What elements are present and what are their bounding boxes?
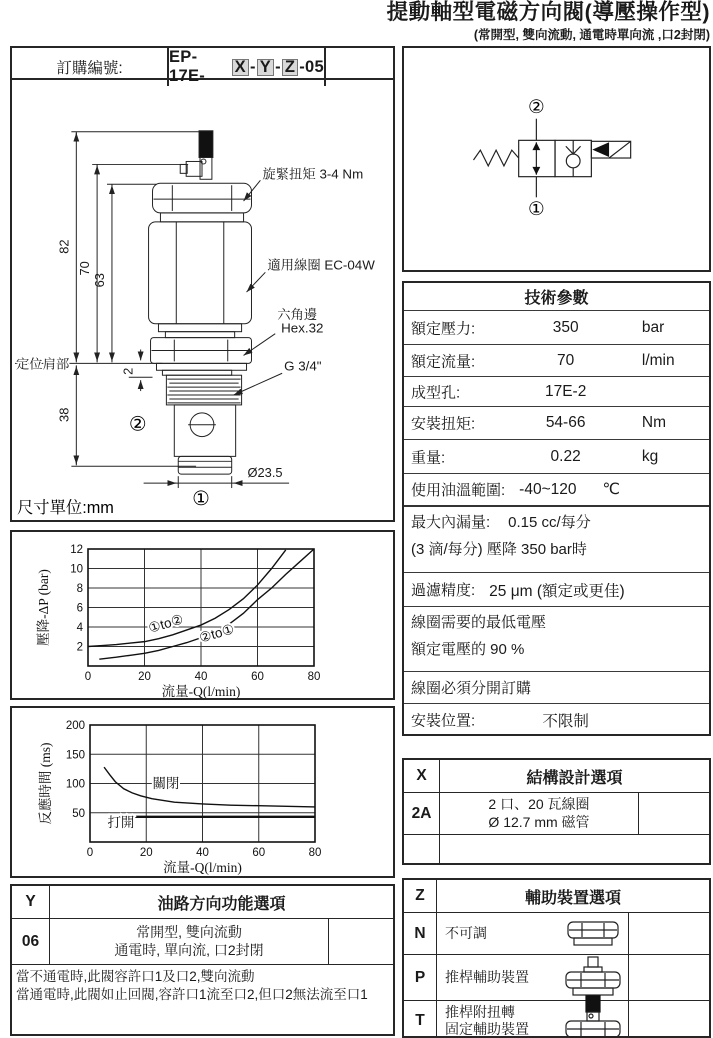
option-z-title: 輔助裝置選項 [524,889,621,907]
option-x-letter: X [404,760,440,792]
nut-knob-icon [558,995,628,1038]
svg-text:20: 20 [139,847,153,859]
option-z-code-p: P [404,955,437,1000]
option-z-letter: Z [404,880,437,912]
svg-text:流量-Q(l/min): 流量-Q(l/min) [163,860,242,875]
option-y-code: 06 [12,919,50,964]
code-prefix: EP-17E- [169,48,206,85]
shoulder-label: 定位肩部 [15,356,70,372]
dim-38: 38 [56,407,72,422]
option-x-line1: 2 口、20 瓦線圈 [488,796,590,812]
option-table-y [10,884,395,1036]
dim-63: 63 [92,273,108,288]
option-y-line2: 通電時, 單向流, 口2封閉 [114,941,264,958]
svg-text:80: 80 [307,671,321,683]
svg-text:150: 150 [65,749,85,762]
unit-note: 尺寸單位:mm [16,498,114,517]
option-y-note1: 當不通電時,此閥容許口1及口2,雙向流動 [16,969,255,984]
option-table-x [402,758,711,865]
option-z-code-n: N [404,913,437,954]
option-table-z [402,878,711,1038]
svg-text:200: 200 [65,720,85,732]
option-y-empty-cell [328,919,393,964]
symbol-port2-label: ② [527,95,545,117]
option-y-line1: 常開型, 雙向流動 [136,924,242,940]
hex-label-line2: Hex.32 [281,320,324,336]
order-number-label: 訂購編號: [12,48,169,86]
svg-text:10: 10 [70,563,83,576]
option-z-header [404,880,709,913]
svg-text:壓降-ΔP (bar): 壓降-ΔP (bar) [36,569,51,646]
option-z-code-t: T [404,1001,437,1038]
svg-text:60: 60 [251,671,264,683]
code-option-x: X [232,59,249,76]
option-z-row-p [404,955,709,1001]
option-y-title: 油路方向功能選項 [157,895,286,913]
svg-text:80: 80 [308,847,322,859]
svg-text:0: 0 [86,847,94,859]
svg-text:流量-Q(l/min): 流量-Q(l/min) [161,684,241,698]
tech-row-mounting: 安裝位置: 不限制 [404,703,709,735]
svg-text:100: 100 [65,778,85,791]
svg-text:①to②: ①to② [146,611,185,636]
page-subtitle: (常開型, 雙向流動, 通電時單向流 ,口2封閉) [473,27,710,42]
valve-dimension-drawing [12,80,393,522]
svg-text:40: 40 [194,671,208,683]
tech-row-coil-order: 線圈必須分開訂購 [404,671,709,703]
title-block [387,1,710,43]
option-y-note2: 當通電時,此閥如止回閥,容許口1流至口2,但口2無法流至口1 [16,986,368,1002]
tech-row-pressure: 額定壓力: 350 bar [404,310,709,344]
option-y-row-06 [12,919,393,965]
option-y-notes [12,965,393,1006]
code-suffix: -05 [299,57,324,76]
thread-label: G 3/4" [284,358,322,374]
option-y-letter: Y [12,886,50,918]
tech-row-cavity: 成型孔: 17E-2 [404,376,709,406]
option-x-title: 結構設計選項 [526,769,623,787]
option-x-blank-row [404,835,709,864]
option-z-n-label: 不可調 [445,924,487,941]
svg-text:4: 4 [76,622,83,634]
svg-text:40: 40 [196,847,209,859]
option-y-header [12,886,393,919]
code-option-z: Z [282,59,298,76]
svg-text:12: 12 [70,544,83,556]
option-x-code: 2A [404,793,440,834]
svg-text:0: 0 [84,671,92,683]
option-z-p-label: 推桿輔助裝置 [445,968,529,985]
option-z-row-t [404,1001,709,1038]
symbol-port1-label: ① [527,197,545,219]
tech-row-filtration: 過濾精度: 25 μm (額定或更佳) [404,572,709,606]
tech-row-leakage: 最大內漏量: 0.15 cc/每分 (3 滴/每分) 壓降 350 bar時 [404,505,709,572]
tech-row-oil-temp: 使用油溫範圍: -40~120 ℃ [404,473,709,505]
svg-text:6: 6 [76,602,83,615]
option-x-empty-cell [638,793,709,834]
svg-text:2: 2 [76,641,83,654]
option-x-row-2a [404,793,709,835]
hydraulic-symbol-panel [402,46,711,272]
code-dash1: - [249,57,256,76]
pressure-drop-chart-panel [10,530,395,700]
svg-text:60: 60 [252,847,266,859]
svg-text:關閉: 關閉 [152,776,180,792]
option-z-t-label2: 固定輔助裝置 [445,1021,529,1037]
svg-text:8: 8 [76,583,83,595]
option-z-t-label1: 推桿附扭轉 [445,1003,515,1020]
dim-diameter: Ø23.5 [247,465,283,481]
drawing-port1-label: ① [192,487,210,510]
nut-plain-icon [558,918,628,950]
coil-label: 適用線圈 EC-04W [267,257,375,273]
tech-table-title: 技術參數 [524,290,589,307]
code-option-y: Y [257,59,274,76]
solenoid-triangle-icon [592,142,609,157]
pressure-drop-chart [12,532,393,698]
dim-70: 70 [77,261,93,276]
response-time-chart [12,708,393,876]
tech-row-flow: 額定流量: 70 l/min [404,344,709,376]
svg-text:反應時間 (ms): 反應時間 (ms) [38,742,53,825]
order-number-row [12,48,393,85]
dim-2: 2 [120,367,136,375]
nut-pushrod-icon [558,956,628,1000]
option-x-header [404,760,709,793]
svg-text:打開: 打開 [107,814,135,830]
hex-label-line1: 六角邊 [277,306,318,322]
torque-label: 旋緊扭矩 3-4 Nm [262,166,364,182]
svg-text:②to①: ②to① [197,621,236,646]
svg-text:20: 20 [138,671,151,683]
tech-row-install-torque: 安裝扭矩: 54-66 Nm [404,406,709,439]
option-x-line2: Ø 12.7 mm 磁管 [488,813,590,830]
page-title: 提動軸型電磁方向閥(導壓操作型) [386,0,710,24]
svg-text:50: 50 [72,807,85,820]
dim-82: 82 [56,239,72,254]
code-dash2: - [275,57,281,76]
hydraulic-symbol [404,48,709,270]
response-time-chart-panel [10,706,395,878]
tech-row-min-voltage: 線圈需要的最低電壓 額定電壓的 90 % [404,606,709,671]
tech-parameters-table [402,281,711,736]
drawing-port2-label: ② [128,413,147,436]
tech-row-weight: 重量: 0.22 kg [404,439,709,473]
option-z-row-n [404,913,709,955]
order-and-drawing-panel [10,46,395,522]
